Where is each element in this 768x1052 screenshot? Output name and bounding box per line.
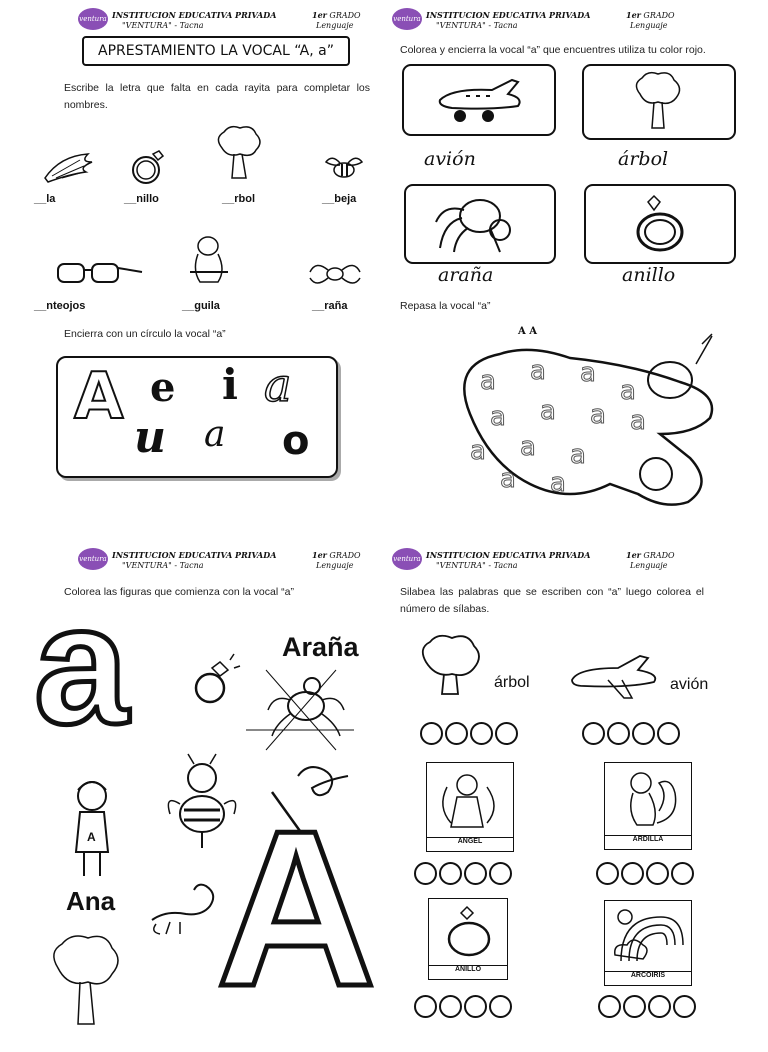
syllable-circles bbox=[598, 995, 696, 1018]
word-arbol: árbol bbox=[618, 148, 669, 170]
syllable-circle[interactable] bbox=[464, 995, 487, 1018]
spider-drawing bbox=[430, 192, 530, 254]
syllable-circle[interactable] bbox=[414, 862, 437, 885]
instruction-text: Colorea las figuras que comienza con la vocal “a” bbox=[64, 586, 294, 598]
syllable-circles bbox=[596, 862, 694, 885]
worksheet-panel-1 bbox=[0, 0, 384, 512]
grade-label: 1er GRADO bbox=[312, 10, 361, 20]
card-label: ARDILLA bbox=[605, 835, 691, 843]
syllable-circle[interactable] bbox=[489, 995, 512, 1018]
letter-a-outline: a bbox=[264, 358, 292, 412]
spider-web-drawing bbox=[246, 670, 354, 750]
trace-letter-a: a bbox=[470, 436, 486, 466]
school-city: "VENTURA" - Tacna bbox=[436, 561, 518, 570]
letter-a-script: a bbox=[204, 414, 226, 455]
trace-letter-a: a bbox=[520, 432, 536, 462]
school-logo: ventura bbox=[78, 8, 108, 30]
word-anillo: anillo bbox=[622, 264, 676, 286]
missing-letter-word: __la bbox=[34, 193, 56, 205]
instruction-text: Silabea las palabras que se escriben con “a” luego colorea el número de sílabas. bbox=[400, 586, 704, 615]
missing-letter-word: __nillo bbox=[124, 193, 159, 205]
syllable-circle[interactable] bbox=[495, 722, 518, 745]
ring-drawing bbox=[439, 903, 497, 961]
grade-label: 1er GRADO bbox=[312, 550, 361, 560]
school-city: "VENTURA" - Tacna bbox=[122, 561, 204, 570]
card-arcoiris bbox=[604, 900, 692, 986]
syllable-circles bbox=[414, 862, 512, 885]
word-avion: avión bbox=[670, 676, 709, 693]
syllable-circle[interactable] bbox=[607, 722, 630, 745]
airplane-drawing bbox=[568, 654, 664, 704]
syllable-circle[interactable] bbox=[596, 862, 619, 885]
card-ardilla bbox=[604, 762, 692, 850]
trace-instruction: Repasa la vocal “a” bbox=[400, 300, 491, 312]
card-label: ARCOIRIS bbox=[605, 971, 691, 979]
subject-label: Lenguaje bbox=[316, 21, 354, 30]
school-city: "VENTURA" - Tacna bbox=[122, 21, 204, 30]
school-name: INSTITUCION EDUCATIVA PRIVADA bbox=[112, 10, 277, 20]
syllable-circle[interactable] bbox=[598, 995, 621, 1018]
school-name: INSTITUCION EDUCATIVA PRIVADA bbox=[112, 550, 277, 560]
eagle-drawing bbox=[184, 234, 234, 290]
angel-drawing bbox=[437, 767, 503, 833]
syllable-circles bbox=[420, 722, 518, 745]
syllable-circle[interactable] bbox=[470, 722, 493, 745]
trace-letter-a: a bbox=[630, 406, 646, 436]
syllable-circle[interactable] bbox=[646, 862, 669, 885]
worksheet-header bbox=[384, 540, 698, 580]
glasses-drawing bbox=[56, 258, 146, 288]
syllable-circle[interactable] bbox=[420, 722, 443, 745]
letters-box bbox=[56, 356, 338, 478]
spider-picture bbox=[404, 184, 556, 264]
school-logo: ventura bbox=[392, 548, 422, 570]
card-label: ANILLO bbox=[429, 965, 507, 973]
syllable-circle[interactable] bbox=[445, 722, 468, 745]
trace-letter-a: a bbox=[620, 376, 636, 406]
plane-eyes-letters: A A bbox=[518, 326, 537, 337]
missing-letter-word: __beja bbox=[322, 193, 357, 205]
trace-letter-a: a bbox=[580, 358, 596, 388]
card-angel bbox=[426, 762, 514, 852]
syllable-circle[interactable] bbox=[673, 995, 696, 1018]
syllable-circle[interactable] bbox=[657, 722, 680, 745]
trace-letters-area bbox=[470, 356, 690, 496]
ring-drawing bbox=[626, 192, 696, 256]
airplane-drawing bbox=[432, 74, 528, 126]
circle-instruction: Encierra con un círculo la vocal “a” bbox=[64, 328, 226, 340]
syllable-circle[interactable] bbox=[464, 862, 487, 885]
trace-letter-a: a bbox=[540, 396, 556, 426]
instruction-text: Escribe la letra que falta en cada rayita para completar los nombres. bbox=[64, 82, 370, 111]
letter-i: i bbox=[222, 360, 238, 409]
syllable-circle[interactable] bbox=[439, 862, 462, 885]
tree-drawing bbox=[48, 932, 124, 1028]
worksheet-header bbox=[0, 0, 384, 40]
ring-picture bbox=[584, 184, 736, 264]
syllable-circles bbox=[582, 722, 680, 745]
big-uppercase-a: A bbox=[216, 785, 377, 1033]
trace-letter-a: a bbox=[530, 356, 546, 386]
word-ana: Ana bbox=[66, 886, 116, 916]
rainbow-drawing bbox=[611, 905, 685, 967]
tree-drawing bbox=[212, 124, 264, 184]
missing-letter-word: __raña bbox=[312, 300, 348, 312]
grade-label: 1er GRADO bbox=[626, 550, 675, 560]
big-lowercase-a: a bbox=[34, 570, 129, 760]
subject-label: Lenguaje bbox=[316, 561, 354, 570]
syllable-circle[interactable] bbox=[489, 862, 512, 885]
tree-drawing bbox=[418, 632, 488, 696]
grade-label: 1er GRADO bbox=[626, 10, 675, 20]
squirrel-drawing bbox=[619, 767, 681, 831]
worksheet-title: APRESTAMIENTO LA VOCAL “A, a” bbox=[82, 36, 350, 66]
letter-A: A bbox=[74, 360, 124, 434]
letter-u: u bbox=[134, 412, 166, 463]
tree-picture bbox=[582, 64, 736, 140]
school-name: INSTITUCION EDUCATIVA PRIVADA bbox=[426, 10, 591, 20]
airplane-picture bbox=[402, 64, 556, 136]
trace-letter-a: a bbox=[590, 400, 606, 430]
word-arana: Araña bbox=[282, 632, 359, 662]
subject-label: Lenguaje bbox=[630, 561, 668, 570]
missing-letter-word: __rbol bbox=[222, 193, 256, 205]
tree-drawing bbox=[630, 70, 686, 132]
wing-drawing bbox=[40, 148, 100, 188]
spider-drawing bbox=[308, 258, 362, 292]
worksheet-panel-4 bbox=[384, 540, 768, 1052]
syllable-circle[interactable] bbox=[623, 995, 646, 1018]
word-arana: araña bbox=[438, 264, 494, 286]
syllable-circle[interactable] bbox=[582, 722, 605, 745]
worksheet-panel-2 bbox=[384, 0, 768, 512]
instruction-text: Colorea y encierra la vocal “a” que encuentres utiliza tu color rojo. bbox=[400, 44, 706, 56]
school-name: INSTITUCION EDUCATIVA PRIVADA bbox=[426, 550, 591, 560]
syllable-circle[interactable] bbox=[632, 722, 655, 745]
trace-letter-a: a bbox=[480, 366, 496, 396]
school-logo: ventura bbox=[392, 8, 422, 30]
scorpion-drawing bbox=[146, 880, 226, 938]
card-label: ANGEL bbox=[427, 837, 513, 845]
syllable-circle[interactable] bbox=[671, 862, 694, 885]
missing-letter-word: __nteojos bbox=[34, 300, 86, 312]
trace-letter-a: a bbox=[490, 402, 506, 432]
trace-letter-a: a bbox=[500, 464, 516, 494]
worksheet-panel-3 bbox=[0, 540, 384, 1052]
word-arbol: árbol bbox=[494, 674, 530, 691]
trace-letter-a: a bbox=[550, 468, 566, 498]
trace-letter-a: a bbox=[570, 440, 586, 470]
school-logo: ventura bbox=[78, 548, 108, 570]
syllable-circle[interactable] bbox=[414, 995, 437, 1018]
ring-drawing bbox=[126, 146, 170, 186]
syllable-circle[interactable] bbox=[648, 995, 671, 1018]
letter-e: e bbox=[150, 364, 176, 411]
syllable-circle[interactable] bbox=[439, 995, 462, 1018]
word-avion: avión bbox=[424, 148, 476, 170]
worksheet-header bbox=[384, 0, 698, 40]
shirt-letter: A bbox=[87, 830, 96, 844]
school-city: "VENTURA" - Tacna bbox=[436, 21, 518, 30]
missing-letter-word: __guila bbox=[182, 300, 220, 312]
syllable-circle[interactable] bbox=[621, 862, 644, 885]
subject-label: Lenguaje bbox=[630, 21, 668, 30]
ring-drawing bbox=[190, 658, 242, 708]
letter-o: o bbox=[282, 418, 310, 464]
card-anillo bbox=[428, 898, 508, 980]
syllable-circles bbox=[414, 995, 512, 1018]
bee-drawing bbox=[322, 152, 368, 186]
